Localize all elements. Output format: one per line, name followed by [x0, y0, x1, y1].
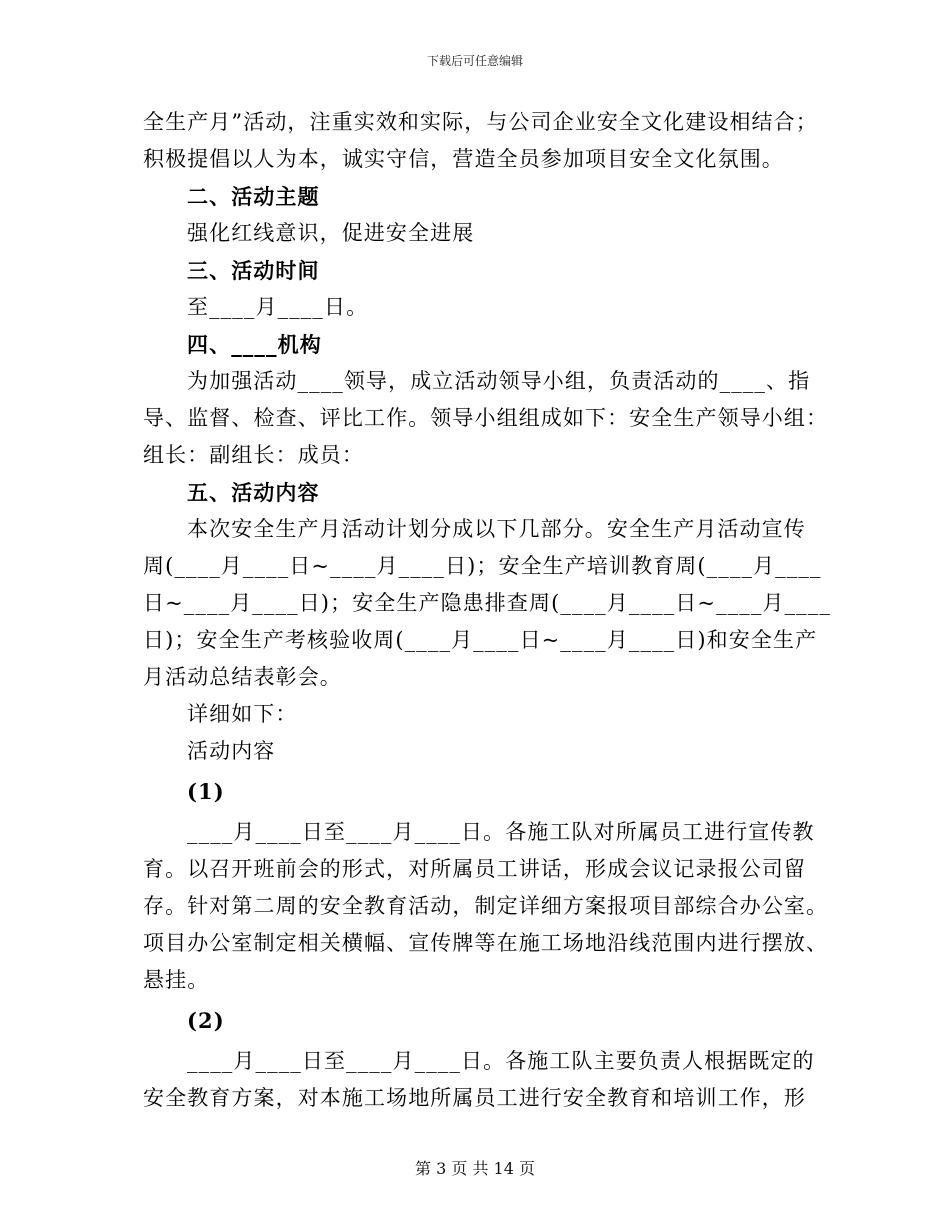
content-label: 活动内容: [187, 739, 276, 763]
paragraph-line: 为加强活动____领导，成立活动领导小组，负责活动的____、指: [187, 369, 811, 393]
paragraph-line: 全生产月”活动，注重实效和实际，与公司企业安全文化建设相结合；: [143, 110, 818, 134]
paragraph-line: 组长：副组长：成员：: [143, 443, 364, 467]
paragraph-line: 安全教育方案，对本施工场地所属员工进行安全教育和培训工作，形: [143, 1086, 806, 1110]
page-footer-number: 第 3 页 共 14 页: [415, 1159, 535, 1178]
section-heading-theme: 二、活动主题: [187, 184, 320, 209]
paragraph-line: 悬挂。: [143, 968, 210, 992]
item-number-2: (2): [187, 1008, 225, 1033]
time-text: 至____月____日。: [187, 295, 369, 319]
paragraph-line: 存。针对第二周的安全教育活动，制定详细方案报项目部综合办公室。: [143, 894, 829, 918]
paragraph-line: 日)；安全生产考核验收周(____月____日~____月____日)和安全生产: [143, 628, 818, 652]
paragraph-line: 积极提倡以人为本，诚实守信，营造全员参加项目安全文化氛围。: [143, 147, 784, 171]
paragraph-line: 日~____月____日)；安全生产隐患排查周(____月____日~____月____: [143, 591, 831, 615]
paragraph-line: ____月____日至____月____日。各施工队对所属员工进行宣传教: [187, 820, 815, 844]
paragraph-line: 周(____月____日~____月____日)；安全生产培训教育周(____月____: [143, 554, 822, 578]
paragraph-line: ____月____日至____月____日。各施工队主要负责人根据既定的: [187, 1049, 815, 1073]
section-heading-organization: 四、____机构: [187, 332, 322, 357]
item-number-1: (1): [187, 779, 225, 804]
section-heading-content: 五、活动内容: [187, 480, 320, 505]
page-header-note: 下载后可任意编辑: [426, 54, 523, 68]
paragraph-line: 月活动总结表彰会。: [143, 665, 342, 689]
paragraph-line: 本次安全生产月活动计划分成以下几部分。安全生产月活动宣传: [187, 517, 806, 541]
document-body: [143, 104, 831, 1117]
section-heading-time: 三、活动时间: [187, 258, 320, 283]
paragraph-line: 育。以召开班前会的形式，对所属员工讲话，形成会议记录报公司留: [143, 857, 806, 881]
theme-text: 强化红线意识，促进安全进展: [187, 221, 475, 245]
paragraph-line: 项目办公室制定相关横幅、宣传牌等在施工场地沿线范围内进行摆放、: [143, 931, 829, 955]
detail-label: 详细如下：: [187, 702, 298, 726]
paragraph-line: 导、监督、检查、评比工作。领导小组组成如下：安全生产领导小组：: [143, 406, 829, 430]
